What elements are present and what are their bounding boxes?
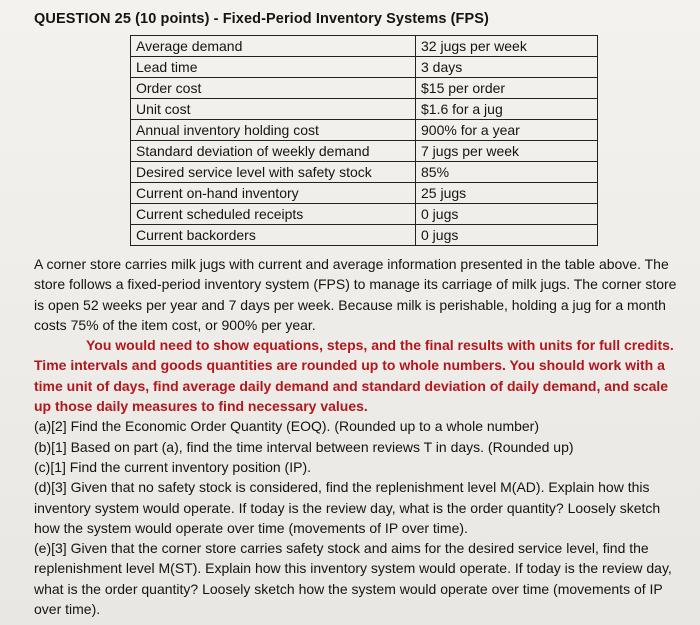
row-label: Unit cost — [131, 99, 416, 120]
table-row — [131, 225, 598, 246]
row-label: Average demand — [131, 36, 416, 57]
row-label: Order cost — [131, 78, 416, 99]
row-value: 85% — [416, 162, 598, 183]
table-row — [131, 204, 598, 225]
parameters-table — [130, 35, 598, 246]
table-row — [131, 99, 598, 120]
row-value: 25 jugs — [416, 183, 598, 204]
part-d: (d)[3] Given that no safety stock is considered, find the replenishment level M(AD). Explain how this inventory system would operate. If today is the review day, what is the order quantity? Loosely sketch how the system would operate over time (movements of IP over time). — [34, 479, 661, 536]
row-value: 7 jugs per week — [416, 141, 598, 162]
row-value: $15 per order — [416, 78, 598, 99]
table-row — [131, 141, 598, 162]
row-label: Current scheduled receipts — [131, 204, 416, 225]
row-value: 32 jugs per week — [416, 36, 598, 57]
row-label: Desired service level with safety stock — [131, 162, 416, 183]
row-value: 0 jugs — [416, 225, 598, 246]
row-label: Current backorders — [131, 225, 416, 246]
row-label: Annual inventory holding cost — [131, 120, 416, 141]
table-row — [131, 57, 598, 78]
row-label: Standard deviation of weekly demand — [131, 141, 416, 162]
part-b: (b)[1] Based on part (a), find the time interval between reviews T in days. (Rounded up) — [34, 438, 574, 455]
part-a: (a)[2] Find the Economic Order Quantity (EOQ). (Rounded up to a whole number) — [34, 418, 540, 435]
table-row — [131, 120, 598, 141]
row-label: Current on-hand inventory — [131, 183, 416, 204]
table-row — [131, 36, 598, 57]
table-row — [131, 78, 598, 99]
intro-paragraph: A corner store carries milk jugs with current and average information presented in the table above. The store follows a fixed-period inventory system (FPS) to manage its carriage of milk jugs. The corner store is open 52 weeks per year and 7 days per week. Because milk is perishable, holding a jug for a month costs 75% of the item cost, or 900% per year. — [34, 256, 677, 333]
question-title: QUESTION 25 (10 points) - Fixed-Period Inventory Systems (FPS) — [34, 11, 489, 27]
table-row — [131, 183, 598, 204]
row-value: 900% for a year — [416, 120, 598, 141]
row-value: 3 days — [416, 57, 598, 78]
row-value: $1.6 for a jug — [416, 99, 598, 120]
part-e: (e)[3] Given that the corner store carries safety stock and aims for the desired service level, find the replenishment level M(ST). Explain how this inventory system would operate. If today is the review day, what is the order quantity? Loosely sketch how the system would operate over time (movements of IP over time). — [34, 540, 672, 618]
instructions-paragraph: You would need to show equations, steps, and the final results with units for full credits. Time intervals and goods quantities are rounded up to whole numbers. You should work with a time unit of days, find average daily demand and standard deviation of daily demand, and scale up those daily measures to find necessary values. — [34, 337, 674, 415]
part-c: (c)[1] Find the current inventory position (IP). — [34, 458, 311, 475]
table-row — [131, 162, 598, 183]
question-body — [34, 254, 684, 619]
row-value: 0 jugs — [416, 204, 598, 225]
row-label: Lead time — [131, 57, 416, 78]
